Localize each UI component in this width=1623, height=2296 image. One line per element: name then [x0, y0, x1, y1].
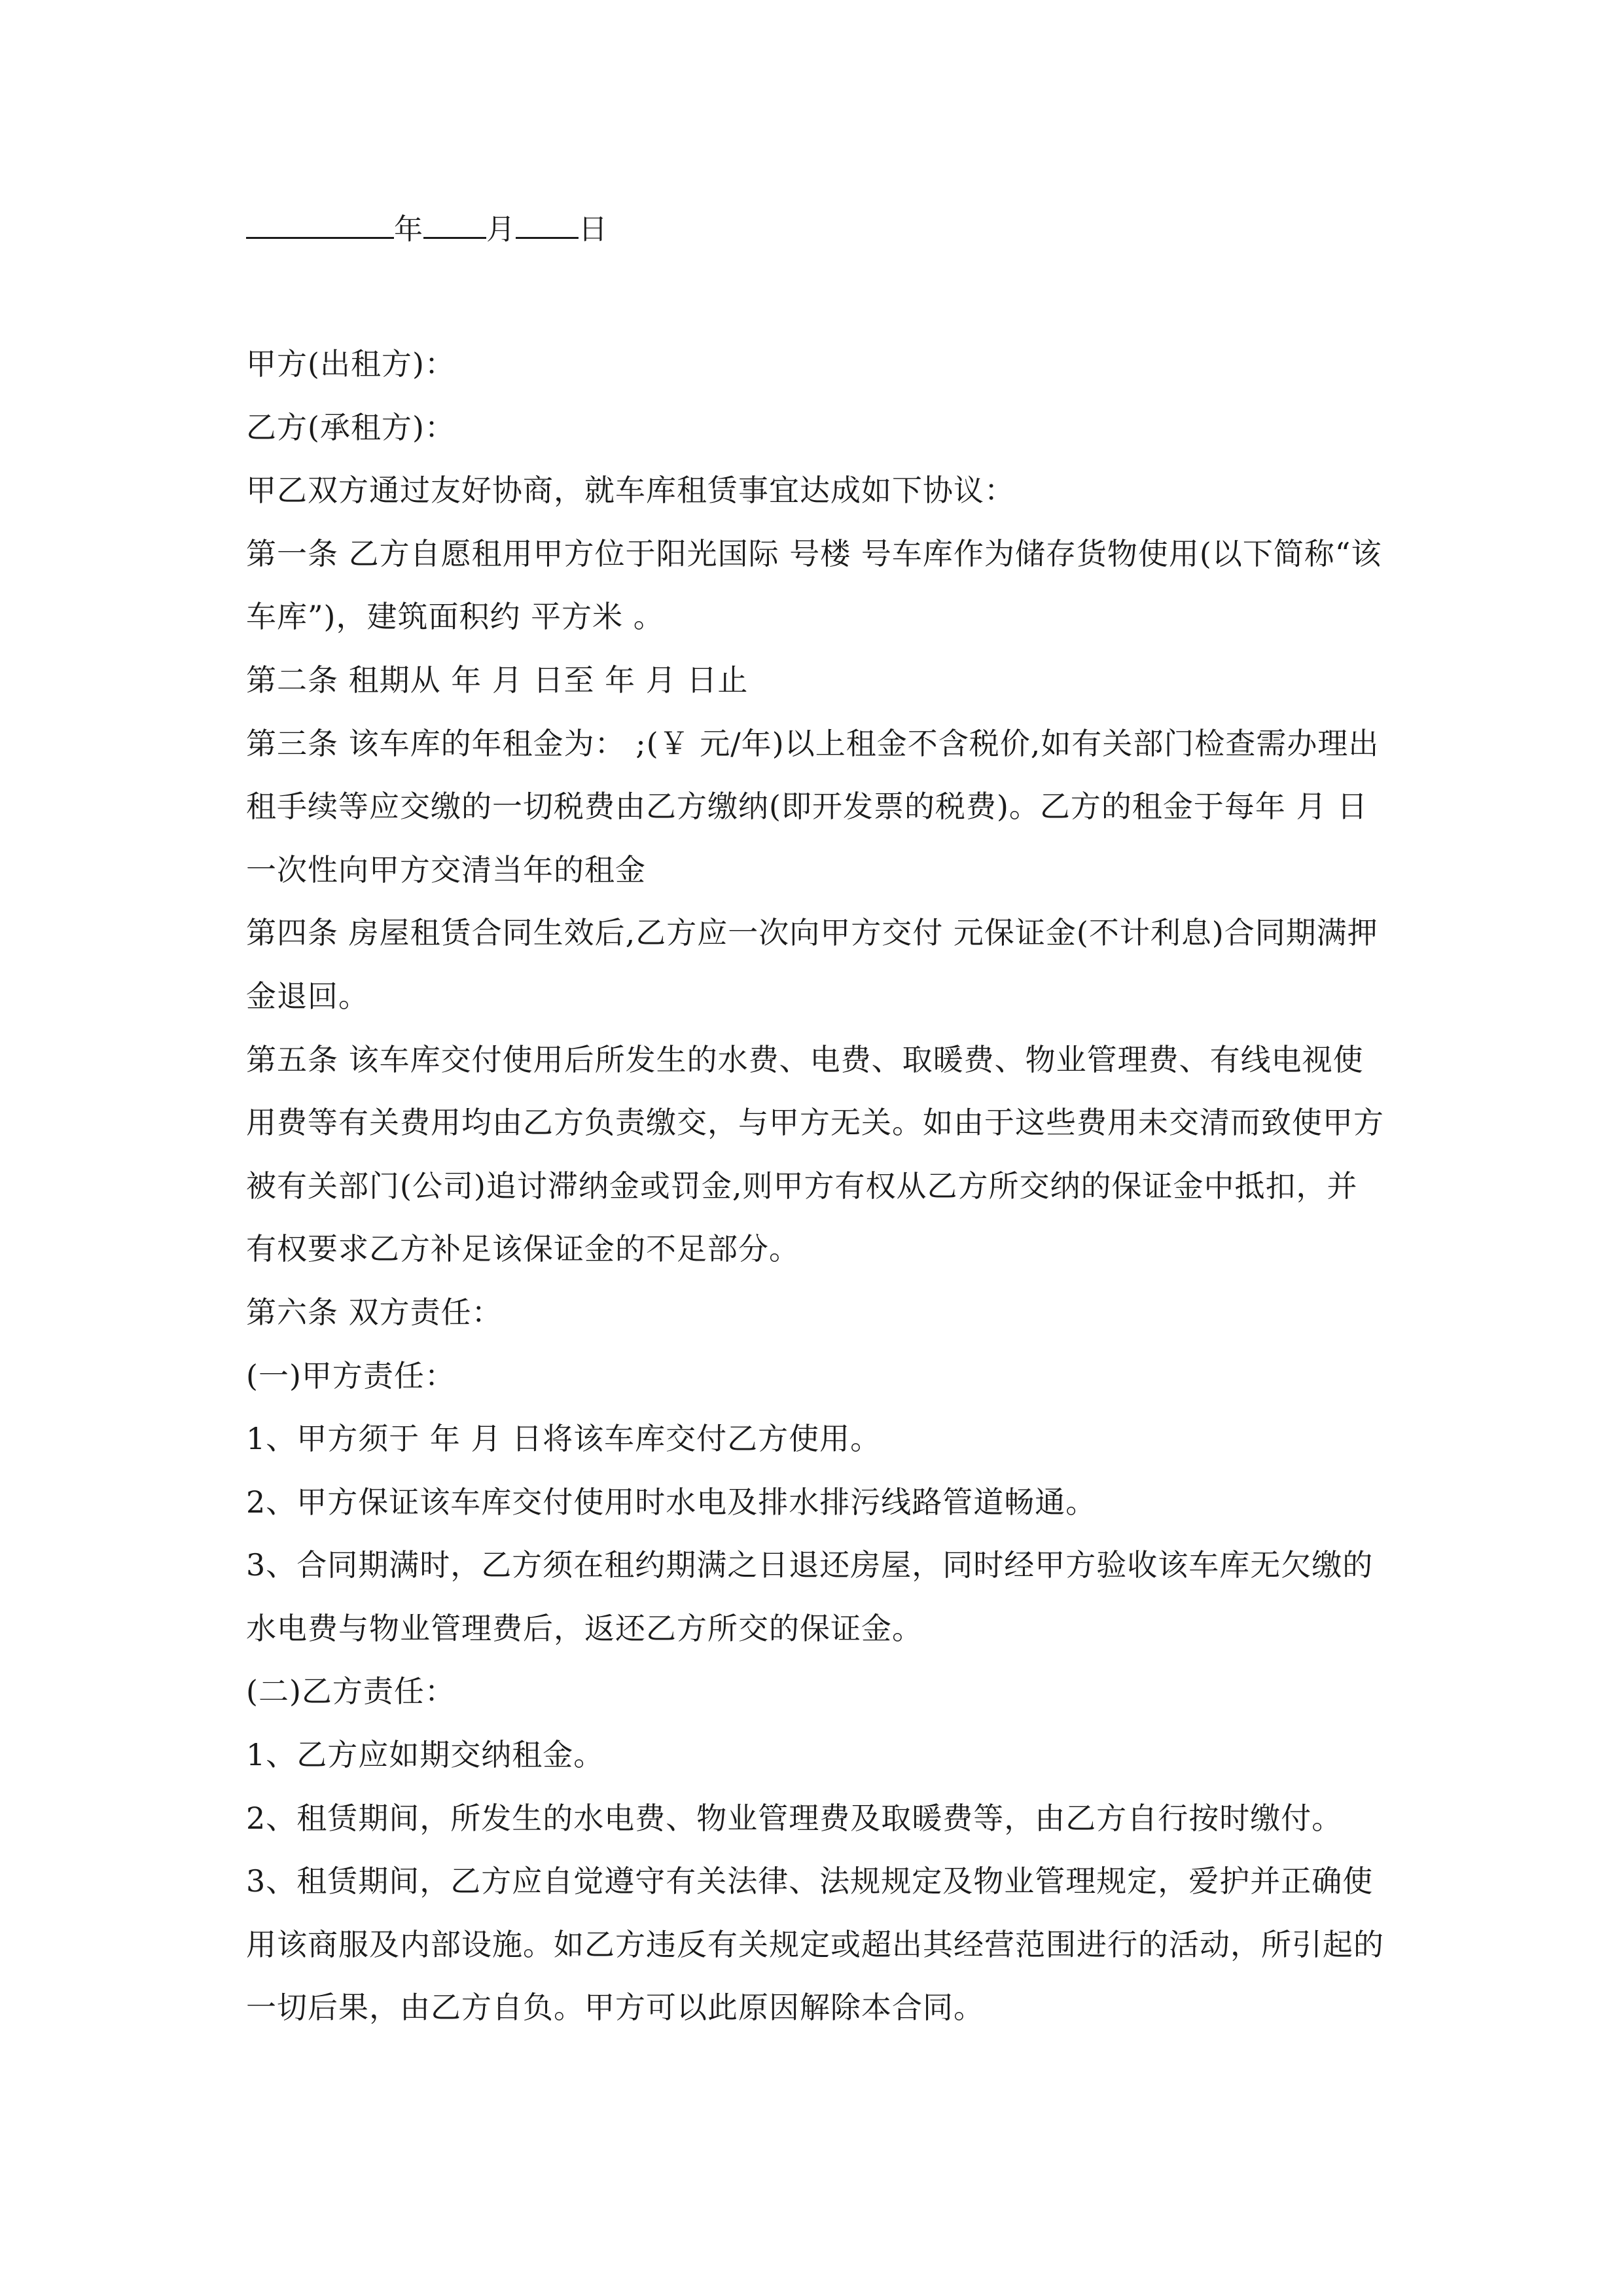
party-a-duty-2: 2、甲方保证该车库交付使用时水电及排水排污线路管道畅通。 — [246, 1484, 1097, 1520]
day-label: 日 — [579, 213, 608, 246]
year-label: 年 — [394, 213, 423, 246]
party-a-line: 甲方(出租方)： — [246, 346, 455, 382]
agreement-intro: 甲乙双方通过友好协商，就车库租赁事宜达成如下协议： — [246, 473, 1015, 509]
article-2: 第二条 租期从 年 月 日至 年 月 日止 — [246, 662, 749, 698]
party-b-duty-1: 1、乙方应如期交纳租金。 — [246, 1737, 605, 1773]
month-blank — [423, 208, 486, 239]
party-a-duties-heading: (一)甲方责任： — [246, 1357, 455, 1393]
day-blank — [516, 208, 579, 239]
article-6-heading: 第六条 双方责任： — [246, 1294, 503, 1330]
party-b-duties-heading: (二)乙方责任： — [246, 1674, 455, 1710]
article-3: 第三条 该车库的年租金为： ;(￥ 元/年)以上租金不含税价,如有关部门检查需办理出租手续等应交缴的一切税费由乙方缴纳(即开发票的税费)。乙方的租金于每年 月 日一次性向甲方交清当年的租金 — [246, 725, 1380, 888]
article-4: 第四条 房屋租赁合同生效后,乙方应一次向甲方交付 元保证金(不计利息)合同期满押金退回。 — [246, 915, 1378, 1014]
month-label: 月 — [486, 213, 516, 246]
party-a-duty-1: 1、甲方须于 年 月 日将该车库交付乙方使用。 — [246, 1421, 882, 1457]
date-line — [246, 208, 608, 249]
contract-body — [246, 332, 1385, 2039]
article-1: 第一条 乙方自愿租用甲方位于阳光国际 号楼 号车库作为储存货物使用(以下简称“该车库”)，建筑面积约 平方米 。 — [246, 535, 1382, 635]
party-b-duty-2: 2、租赁期间，所发生的水电费、物业管理费及取暖费等，由乙方自行按时缴付。 — [246, 1800, 1343, 1836]
party-b-duty-3: 3、租赁期间，乙方应自觉遵守有关法律、法规规定及物业管理规定，爱护并正确使用该商服及内部设施。如乙方违反有关规定或超出其经营范围进行的活动，所引起的一切后果，由乙方自负。甲方可以此原因解除本合同。 — [246, 1863, 1384, 2026]
article-5: 第五条 该车库交付使用后所发生的水费、电费、取暖费、物业管理费、有线电视使用费等有关费用均由乙方负责缴交，与甲方无关。如由于这些费用未交清而致使甲方被有关部门(公司)追讨滞纳金或罚金,则甲方有权从乙方所交纳的保证金中抵扣，并有权要求乙方补足该保证金的不足部分。 — [246, 1041, 1384, 1267]
year-blank — [246, 208, 394, 239]
party-a-duty-3: 3、合同期满时，乙方须在租约期满之日退还房屋，同时经甲方验收该车库无欠缴的水电费与物业管理费后，返还乙方所交的保证金。 — [246, 1547, 1374, 1646]
party-b-line: 乙方(承租方)： — [246, 409, 455, 445]
